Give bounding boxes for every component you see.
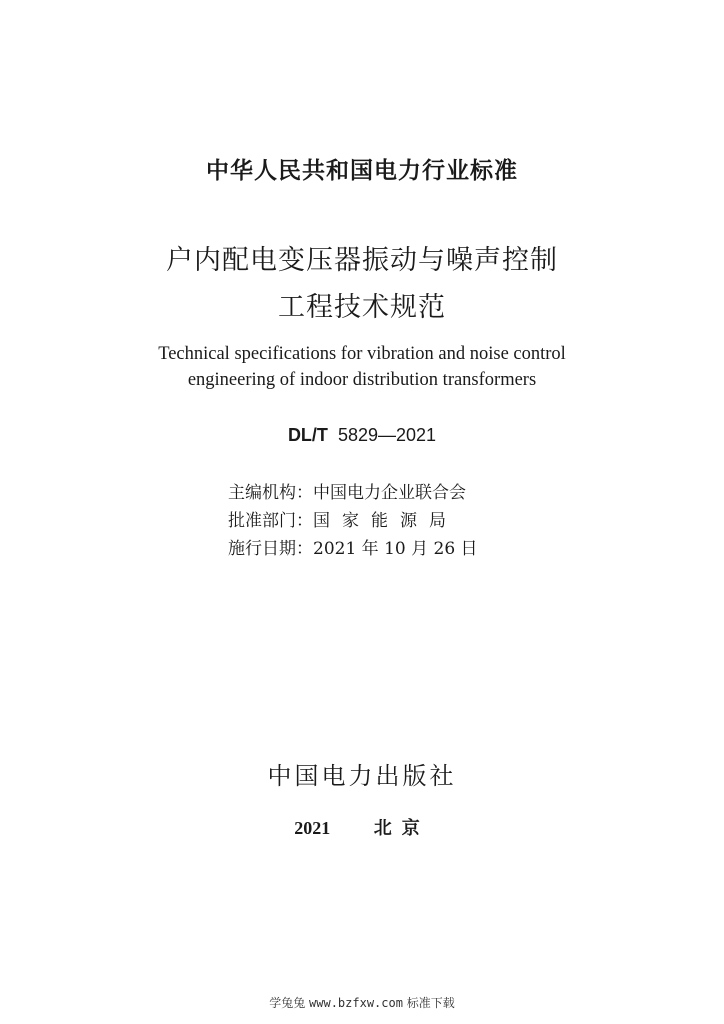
- title-cn-line2: 工程技术规范: [278, 292, 446, 323]
- publish-place: [0, 814, 724, 840]
- publish-city: 北京: [373, 818, 430, 838]
- organizer-row: [228, 478, 466, 503]
- approver-label: 批准部门：: [228, 511, 313, 531]
- standard-code: [0, 425, 724, 446]
- title-en-line1: Technical specifications for vibration and noise control: [158, 344, 566, 364]
- organizer-value: 中国电力企业联合会: [313, 483, 466, 503]
- effective-label: 施行日期：: [228, 539, 313, 559]
- footer-suffix: 标准下载: [406, 996, 455, 1010]
- footer-watermark: [0, 994, 724, 1011]
- standard-code-prefix: DL/T: [287, 425, 328, 445]
- publisher-name: 中国电力出版社: [267, 762, 457, 790]
- publish-year: 2021: [294, 818, 331, 838]
- approver-row: [228, 506, 458, 531]
- footer-url[interactable]: www.bzfxw.com: [309, 996, 403, 1010]
- approver-value: 国家能源局: [313, 511, 458, 531]
- footer-site-name: 学兔兔: [269, 996, 306, 1010]
- standard-code-number: 5829—2021: [337, 425, 437, 445]
- series-title: 中华人民共和国电力行业标准: [206, 158, 518, 184]
- title-cn-line1: 户内配电变压器振动与噪声控制: [166, 245, 558, 276]
- effective-value: 2021 年 10 月 26 日: [313, 539, 478, 559]
- title-en-line2: engineering of indoor distribution transformers: [187, 370, 537, 390]
- organizer-label: 主编机构：: [228, 483, 313, 503]
- effective-date-row: [228, 534, 478, 559]
